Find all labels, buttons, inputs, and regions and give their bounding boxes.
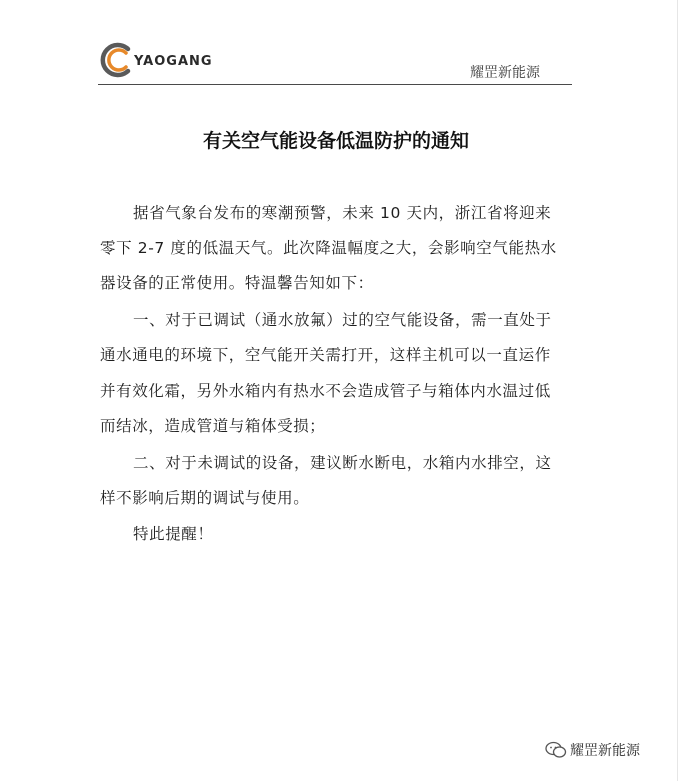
body-line: 零下 2-7 度的低温天气。此次降温幅度之大，会影响空气能热水 xyxy=(100,239,557,257)
body-line: 并有效化霜，另外水箱内有热水不会造成管子与箱体内水温过低 xyxy=(100,382,551,400)
watermark-text: 耀罡新能源 xyxy=(570,743,640,759)
body-line: 而结冰，造成管道与箱体受损； xyxy=(100,417,326,435)
header-divider xyxy=(98,84,572,85)
body-line: 据省气象台发布的寒潮预警，未来 10 天内，浙江省将迎来 xyxy=(133,204,552,222)
body-line: 样不影响后期的调试与使用。 xyxy=(100,489,310,507)
logo-wordmark: YAOGANG xyxy=(134,54,213,69)
notice-title: 有关空气能设备低温防护的通知 xyxy=(202,130,469,152)
body-line: 通水通电的环境下，空气能开关需打开，这样主机可以一直运作 xyxy=(100,346,551,364)
closing-line: 特此提醒！ xyxy=(133,525,214,543)
body-line: 一、对于已调试（通水放氟）过的空气能设备，需一直处于 xyxy=(133,311,552,329)
yaogang-logo-icon xyxy=(98,40,138,80)
body-line: 二、对于未调试的设备，建议断水断电，水箱内水排空，这 xyxy=(133,454,552,472)
wechat-icon xyxy=(545,741,567,759)
watermark xyxy=(545,739,675,763)
company-name: 耀罡新能源 xyxy=(470,65,540,81)
body-line: 器设备的正常使用。特温馨告知如下： xyxy=(100,274,374,292)
